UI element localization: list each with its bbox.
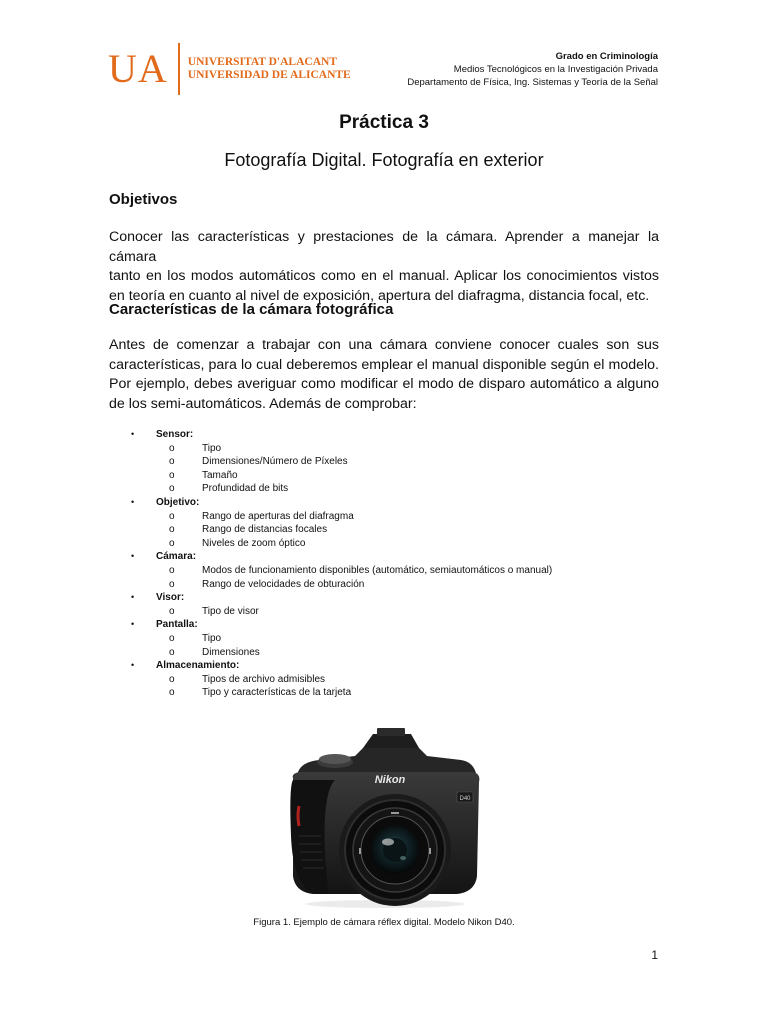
bullet-icon: • [131,619,135,630]
sub-list-item [109,605,659,619]
figure-caption: Figura 1. Ejemplo de cámara réflex digital. Modelo Nikon D40. [253,917,515,928]
sub-list-label: Tipos de archivo admisibles [202,673,326,685]
page-title: Práctica 3 [339,112,429,133]
sub-list-label: Rango de distancias focales [202,524,328,536]
circle-bullet-icon: o [169,646,175,658]
list-item-label: Pantalla: [156,619,198,631]
paragraph-line: Por ejemplo, debes averiguar como modificar el modo de disparo automático a alguno [109,376,659,392]
circle-bullet-icon: o [169,578,175,590]
circle-bullet-icon: o [169,483,175,495]
section-heading-caracteristicas: Características de la cámara fotográfica [109,301,394,318]
list-item-label: Almacenamiento: [156,660,240,672]
paragraph-line: de los semi-automáticos. Además de comprobar: [109,395,417,412]
circle-bullet-icon: o [169,537,175,549]
camera-brand-label: Nikon [374,774,406,786]
logo-text [188,56,351,82]
bullet-icon: • [131,660,135,671]
sub-list-label: Tipo [202,442,222,454]
bullet-icon: • [131,551,135,562]
sub-list-item [109,686,659,700]
circle-bullet-icon: o [169,687,175,699]
paragraph-line: tanto en los modos automáticos como en el manual. Aplicar los conocimientos vistos [109,268,659,284]
circle-bullet-icon: o [169,510,175,522]
sub-list-item [109,537,659,551]
list-item-sensor [109,428,659,442]
sub-list-item [109,510,659,524]
sub-list-label: Tipo [202,632,222,644]
list-item-label: Visor: [156,592,185,604]
paragraph-line: características, para lo cual deberemos emplear el manual disponible según el modelo. [109,356,659,373]
sub-list-item [109,469,659,483]
page-number: 1 [651,948,658,962]
section-heading-objetivos: Objetivos [109,191,178,208]
circle-bullet-icon: o [169,632,175,644]
university-logo [108,42,351,96]
paragraph-line: Conocer las características y prestaciones de la cámara. Aprender a manejar la cámara [109,229,659,265]
circle-bullet-icon: o [169,673,175,685]
sub-list-label: Dimensiones [202,646,260,658]
list-item-almacenamiento [109,659,659,673]
circle-bullet-icon: o [169,524,175,536]
sub-list-label: Modos de funcionamiento disponibles (automático, semiautomáticos o manual) [202,564,553,576]
circle-bullet-icon: o [169,605,175,617]
sub-list-item [109,482,659,496]
sub-list-item [109,673,659,687]
page-subtitle: Fotografía Digital. Fotografía en exterior [224,150,544,170]
sub-list-label: Tamaño [202,469,238,481]
section-paragraph-objetivos [109,228,659,306]
sub-list-label: Tipo de visor [202,605,259,617]
logo-divider [178,43,180,95]
sub-list-item [109,632,659,646]
logo-line-1: UNIVERSITAT D'ALACANT [187,56,337,68]
paragraph-line: en teoría en cuanto al nivel de exposición, apertura del diafragma, distancia focal, etc. [109,287,650,304]
bullet-icon: • [131,592,135,603]
sub-list-label: Dimensiones/Número de Píxeles [202,456,348,468]
camera-icon [285,726,485,911]
circle-bullet-icon: o [169,564,175,576]
sub-list-item [109,578,659,592]
section-paragraph-caracteristicas [109,336,659,414]
list-item-label: Sensor: [156,429,194,440]
degree-name: Grado en Criminología [555,51,658,62]
sub-list-label: Tipo y características de la tarjeta [202,687,352,699]
list-item-pantalla [109,618,659,632]
sub-list-label: Rango de velocidades de obturación [202,578,365,590]
bullet-icon: • [131,429,135,439]
sub-list-label: Profundidad de bits [202,483,289,495]
list-item-label: Objetivo: [156,496,200,508]
circle-bullet-icon: o [169,442,175,454]
sub-list-label: Niveles de zoom óptico [202,537,306,549]
paragraph-line: Antes de comenzar a trabajar con una cámara conviene conocer cuales son sus [109,337,659,353]
sub-list-item [109,564,659,578]
header-info [407,50,658,89]
bullet-icon: • [131,496,135,507]
sub-list-item [109,646,659,660]
camera-figure [285,726,485,911]
list-item-camara [109,550,659,564]
logo-letters: UA [108,46,168,91]
department-name: Departamento de Física, Ing. Sistemas y Teoría de la Señal [407,77,658,88]
list-item-label: Cámara: [156,551,197,563]
feature-list [109,428,659,700]
list-item-visor [109,591,659,605]
sub-list-item [109,442,659,456]
sub-list-item [109,523,659,537]
circle-bullet-icon: o [169,469,175,481]
camera-model-label: D40 [459,796,471,802]
sub-list-item [109,455,659,469]
sub-list-label: Rango de aperturas del diafragma [202,510,354,522]
circle-bullet-icon: o [169,456,175,468]
course-name: Medios Tecnológicos en la Investigación Privada [453,64,658,75]
logo-line-2: UNIVERSIDAD DE ALICANTE [187,69,351,81]
list-item-objetivo [109,496,659,510]
